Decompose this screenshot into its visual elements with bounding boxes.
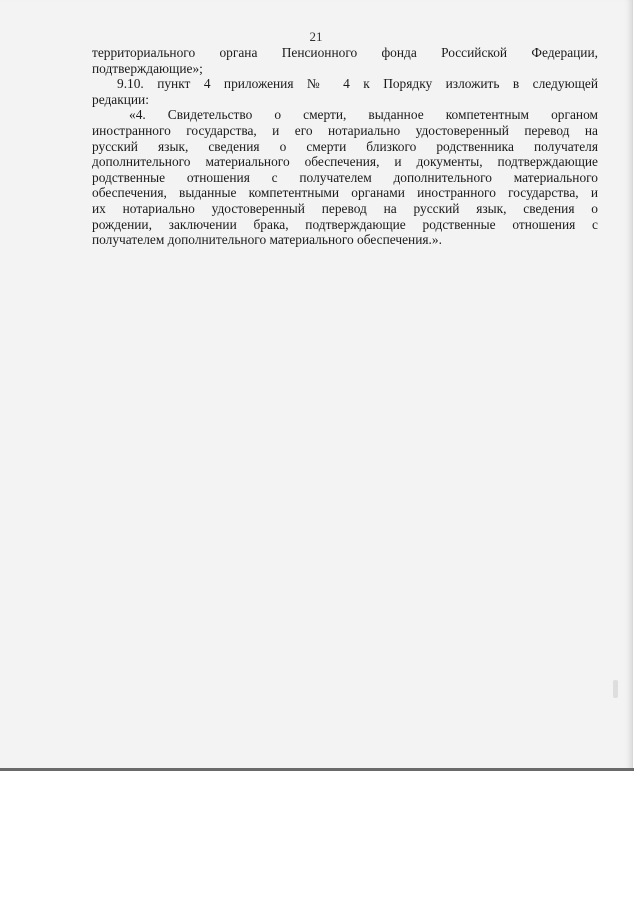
text-line: русский язык, сведения о смерти близкого родственника получателя (92, 138, 598, 154)
paragraph-quoted-item-4 (92, 107, 598, 247)
text-line: «4. Свидетельство о смерти, выданное компетентным органом (129, 107, 598, 123)
page-bottom-edge (0, 768, 634, 771)
document-body (92, 45, 598, 248)
text-line: иностранного государства, и его нотариально удостоверенный перевод на (92, 122, 598, 138)
text-line: редакции: (92, 91, 149, 107)
text-line: обеспечения, выданные компетентными органами иностранного государства, и (92, 185, 598, 201)
text-line: территориального органа Пенсионного фонда Российской Федерации, (92, 45, 598, 60)
text-line: 9.10. пункт 4 приложения № 4 к Порядку изложить в следующей (117, 76, 598, 92)
text-line: их нотариально удостоверенный перевод на русский язык, сведения о (92, 200, 598, 216)
text-line: дополнительного материального обеспечения, и документы, подтверждающие (92, 154, 598, 170)
scan-artifact (613, 680, 618, 698)
text-line: родственные отношения с получателем дополнительного материального (92, 169, 598, 185)
text-line: получателем дополнительного материального обеспечения.». (92, 232, 442, 248)
text-line: рождении, заключении брака, подтверждающие родственные отношения с (92, 216, 598, 232)
paragraph-continuation (92, 45, 598, 76)
text-line: подтверждающие»; (92, 60, 203, 76)
paragraph-item-9-10 (92, 76, 598, 107)
page-number: 21 (309, 29, 323, 44)
